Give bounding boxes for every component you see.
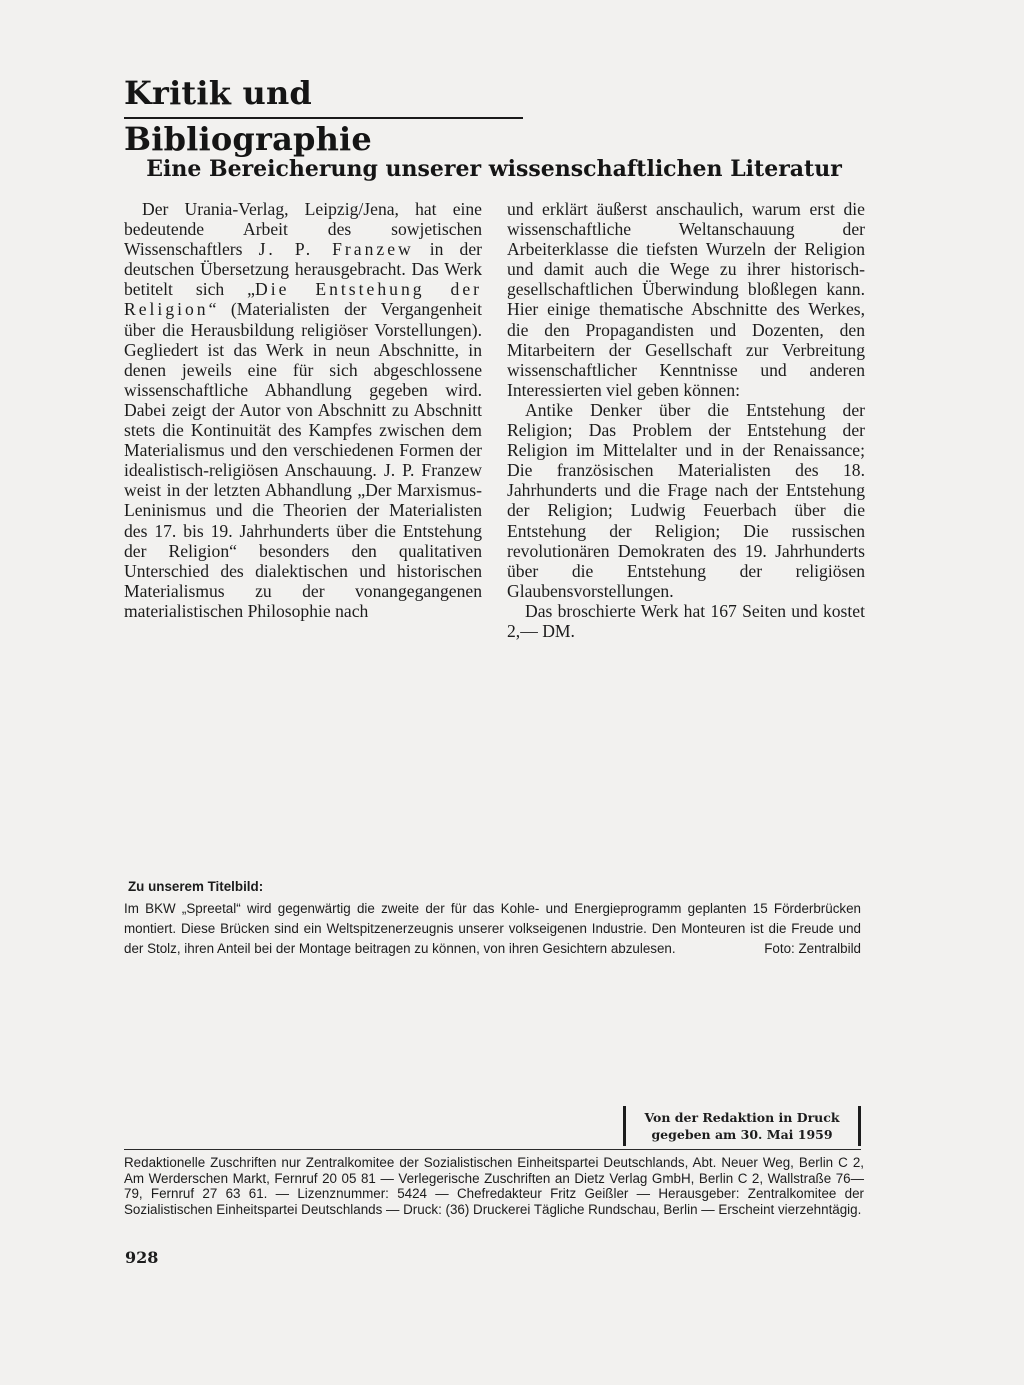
imprint: Redaktionelle Zuschriften nur Zentralkomitee der Sozialistischen Einheitspartei Deutschlands, Abt. Neuer Weg, Berlin C 2, Am Werderschen Markt, Fernruf 20 05 81 — Verlegerische Zuschriften an Dietz Verlag GmbH, Berlin C 2, Wallstraße 76—79, Fernruf 27 63 61. — Lizenznummer: 5424 — Chefredakteur Fritz Geißler — Herausgeber: Zentralkomitee der Sozialistischen Einheitspartei Deutschlands — Druck: (36) Druckerei Tägliche Rundschau, Berlin — Erscheint vierzehntägig.: [124, 1155, 864, 1217]
section-title: Kritik und Bibliographie: [124, 74, 372, 158]
print-date-line-2: gegeben am 30. Mai 1959: [651, 1127, 833, 1142]
article-title: Eine Bereicherung unserer wissenschaftlichen Literatur: [146, 156, 842, 182]
cover-caption: [124, 877, 861, 959]
cover-caption-title: Zu unserem Titelbild:: [128, 879, 264, 894]
section-title-rule: [124, 117, 523, 119]
print-date-line-1: Von der Redaktion in Druck: [644, 1110, 840, 1125]
left-column-paragraph: [124, 199, 482, 621]
cover-caption-text: [124, 899, 861, 959]
article-column-right: [507, 199, 865, 641]
right-column-paragraph-3: Das broschierte Werk hat 167 Seiten und kostet 2,— DM.: [507, 600, 865, 641]
right-column-paragraph-2: Antike Denker über die Entstehung der Religion; Das Problem der Entstehung der Religion im Mittelalter und in der Renaissance; Die französischen Materialisten des 18. Jahrhunderts und die Frage nach der Entstehung der Religion; Ludwig Feuerbach über die Entstehung der Religion; Die russischen revolutionären Demokraten des 19. Jahrhunderts über die Entstehung der religiösen Glaubensvorstellungen.: [507, 399, 865, 601]
author-name: J. P. Franzew: [258, 239, 414, 260]
book-title: Die Entstehung der Religion: [124, 279, 482, 320]
page-number: 928: [125, 1248, 159, 1267]
left-text-part-1: Der Urania-Verlag, Leipzig/Jena, hat eine bedeutende Arbeit des sowjetischen Wissenschaftlers: [124, 199, 482, 260]
right-column-paragraph-1: und erklärt äußerst anschaulich, warum erst die wissenschaftliche Weltanschauung der Arbeiterklasse die tiefsten Wurzeln der Religion und damit auch die Wege zu ihrer historisch-gesellschaftlichen Überwindung bloßlegen kann. Hier einige thematische Abschnitte des Werkes, die den Propagandisten und Dozenten, den Mitarbeitern der Gesellschaft zur Verbreitung wissenschaftlicher Kenntnisse und anderen Interessierten viel geben können:: [507, 199, 865, 400]
imprint-rule: [124, 1149, 861, 1150]
cover-caption-body: Im BKW „Spreetal“ wird gegenwärtig die zweite der für das Kohle- und Energieprogramm geplanten 15 Förderbrücken montiert. Diese Brücken sind ein Weltspitzenerzeugnis unserer volkseigenen Industrie. Den Monteuren ist die Freude und der Stolz, ihren Anteil bei der Montage beitragen zu können, von ihren Gesichtern abzulesen.: [124, 901, 861, 956]
left-text-part-3: “ (Materialisten der Vergangenheit über die Herausbildung religiöser Vorstellungen). Gegliedert ist das Werk in neun Abschnitte, in denen jeweils eine für sich abgeschlossene wissenschaftliche Abhandlung gegeben wird. Dabei zeigt der Autor von Abschnitt zu Abschnitt stets die Kontinuität des Kampfes zwischen dem Materialismus und den verschiedenen Formen der idealistisch-religiösen Anschauung. J. P. Franzew weist in der letzten Abhandlung „Der Marxismus-Leninismus und die Theorien der Materialisten des 17. bis 19. Jahrhunderts über die Entstehung der Religion“ besonders den qualitativen Unterschied des dialektischen und historischen Materialismus zu der vonangegangenen materialistischen Philosophie nach: [124, 299, 482, 621]
print-date-box: [623, 1106, 861, 1146]
article-column-left: [124, 199, 482, 621]
photo-credit: Foto: Zentralbild: [764, 941, 861, 956]
left-text-part-2: in der deutschen Übersetzung herausgebracht. Das Werk betitelt sich „: [124, 239, 482, 300]
